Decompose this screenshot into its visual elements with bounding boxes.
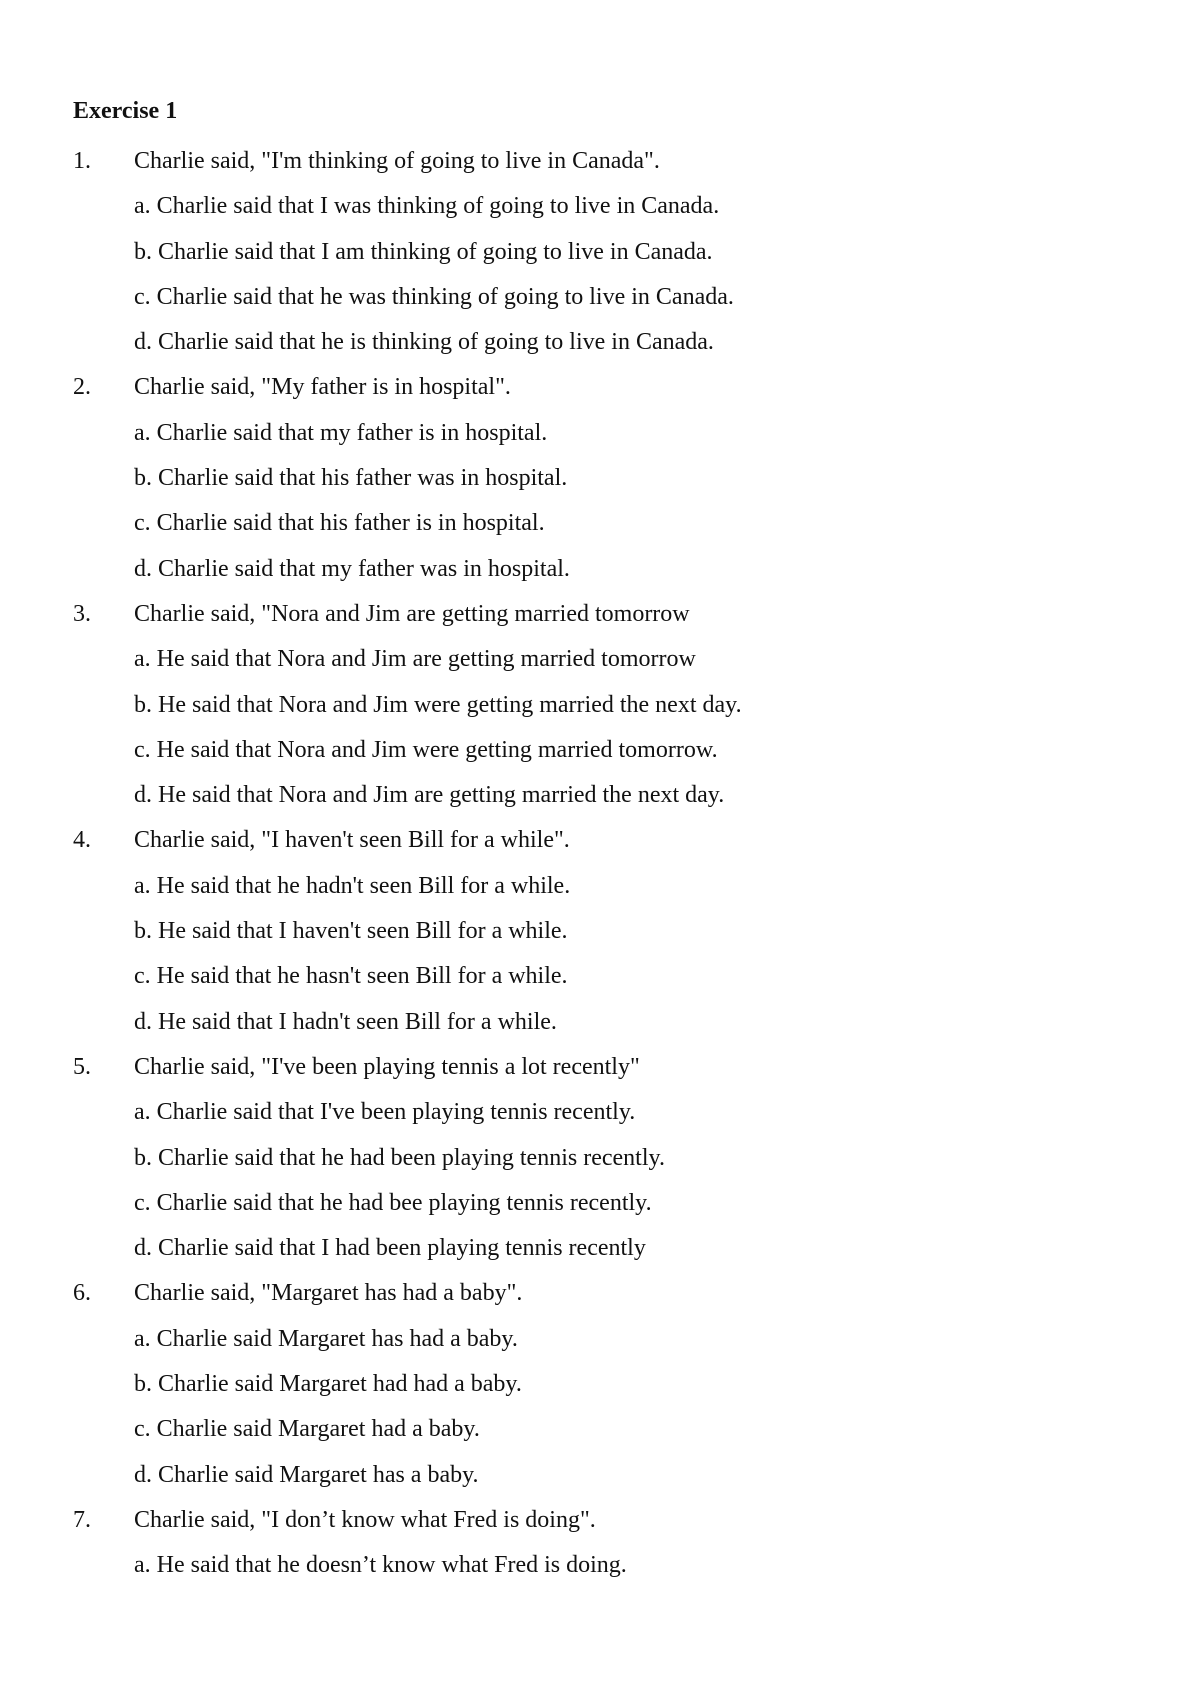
answer-option-row: [73, 1460, 1153, 1505]
answer-option: c. He said that Nora and Jim were getting married tomorrow.: [134, 736, 718, 763]
answer-option: a. Charlie said that I've been playing tennis recently.: [134, 1099, 636, 1126]
answer-option: d. He said that Nora and Jim are getting married the next day.: [134, 782, 725, 809]
question-number: 4.: [73, 827, 91, 854]
question-prompt: Charlie said, "I don’t know what Fred is doing".: [134, 1506, 596, 1533]
answer-option: d. Charlie said that he is thinking of going to live in Canada.: [134, 329, 714, 356]
exercise-title: Exercise 1: [73, 98, 178, 124]
question-number: 7.: [73, 1506, 91, 1533]
answer-option-row: [73, 1097, 1153, 1142]
answer-option: a. Charlie said that my father is in hospital.: [134, 419, 548, 446]
answer-option: d. Charlie said that my father was in hospital.: [134, 555, 570, 582]
question-row: [73, 1052, 1153, 1097]
answer-option: a. Charlie said Margaret has had a baby.: [134, 1325, 518, 1352]
answer-option-row: [73, 1550, 1153, 1595]
question-list: [73, 146, 1153, 1596]
answer-option: c. Charlie said that his father is in hospital.: [134, 510, 545, 537]
question-number: 1.: [73, 148, 91, 174]
answer-option-row: [73, 1143, 1153, 1188]
answer-option-row: [73, 191, 1153, 236]
question-row: [73, 146, 1153, 191]
answer-option: c. He said that he hasn't seen Bill for a while.: [134, 963, 568, 990]
answer-option: d. He said that I hadn't seen Bill for a while.: [134, 1008, 557, 1035]
question-prompt: Charlie said, "My father is in hospital".: [134, 374, 511, 401]
answer-option-row: [73, 1414, 1153, 1459]
answer-option-row: [73, 961, 1153, 1006]
question-number: 3.: [73, 600, 91, 627]
answer-option: b. Charlie said that his father was in hospital.: [134, 465, 568, 492]
question-row: [73, 372, 1153, 417]
question-number: 2.: [73, 374, 91, 401]
answer-option-row: [73, 327, 1153, 372]
question-prompt: Charlie said, "I'm thinking of going to live in Canada".: [134, 148, 660, 174]
answer-option-row: [73, 282, 1153, 327]
question-prompt: Charlie said, "Margaret has had a baby".: [134, 1280, 523, 1307]
question-prompt: Charlie said, "Nora and Jim are getting married tomorrow: [134, 600, 690, 627]
question-row: [73, 1278, 1153, 1323]
answer-option: d. Charlie said Margaret has a baby.: [134, 1461, 479, 1488]
answer-option: b. Charlie said that I am thinking of going to live in Canada.: [134, 238, 713, 265]
answer-option: c. Charlie said that he was thinking of going to live in Canada.: [134, 283, 734, 310]
answer-option: a. He said that he doesn’t know what Fred is doing.: [134, 1552, 627, 1579]
answer-option-row: [73, 780, 1153, 825]
answer-option: c. Charlie said Margaret had a baby.: [134, 1416, 480, 1443]
answer-option-row: [73, 735, 1153, 780]
answer-option-row: [73, 237, 1153, 282]
answer-option-row: [73, 1369, 1153, 1414]
answer-option: d. Charlie said that I had been playing tennis recently: [134, 1235, 646, 1262]
question-prompt: Charlie said, "I've been playing tennis a lot recently": [134, 1053, 640, 1080]
answer-option: b. He said that I haven't seen Bill for a while.: [134, 918, 568, 945]
answer-option: a. He said that Nora and Jim are getting married tomorrow: [134, 646, 696, 673]
answer-option-row: [73, 1324, 1153, 1369]
question-row: [73, 825, 1153, 870]
question-number: 5.: [73, 1053, 91, 1080]
answer-option: b. Charlie said Margaret had had a baby.: [134, 1371, 522, 1398]
answer-option: a. He said that he hadn't seen Bill for a while.: [134, 872, 571, 899]
answer-option-row: [73, 418, 1153, 463]
answer-option-row: [73, 463, 1153, 508]
answer-option: b. He said that Nora and Jim were getting married the next day.: [134, 691, 742, 718]
question-number: 6.: [73, 1280, 91, 1307]
answer-option: a. Charlie said that I was thinking of going to live in Canada.: [134, 193, 720, 220]
answer-option: c. Charlie said that he had bee playing tennis recently.: [134, 1189, 652, 1216]
answer-option-row: [73, 1007, 1153, 1052]
answer-option-row: [73, 1233, 1153, 1278]
question-row: [73, 599, 1153, 644]
answer-option-row: [73, 690, 1153, 735]
answer-option-row: [73, 554, 1153, 599]
answer-option-row: [73, 1188, 1153, 1233]
answer-option-row: [73, 916, 1153, 961]
answer-option-row: [73, 871, 1153, 916]
answer-option: b. Charlie said that he had been playing tennis recently.: [134, 1144, 665, 1171]
question-prompt: Charlie said, "I haven't seen Bill for a while".: [134, 827, 570, 854]
answer-option-row: [73, 508, 1153, 553]
question-row: [73, 1505, 1153, 1550]
answer-option-row: [73, 644, 1153, 689]
